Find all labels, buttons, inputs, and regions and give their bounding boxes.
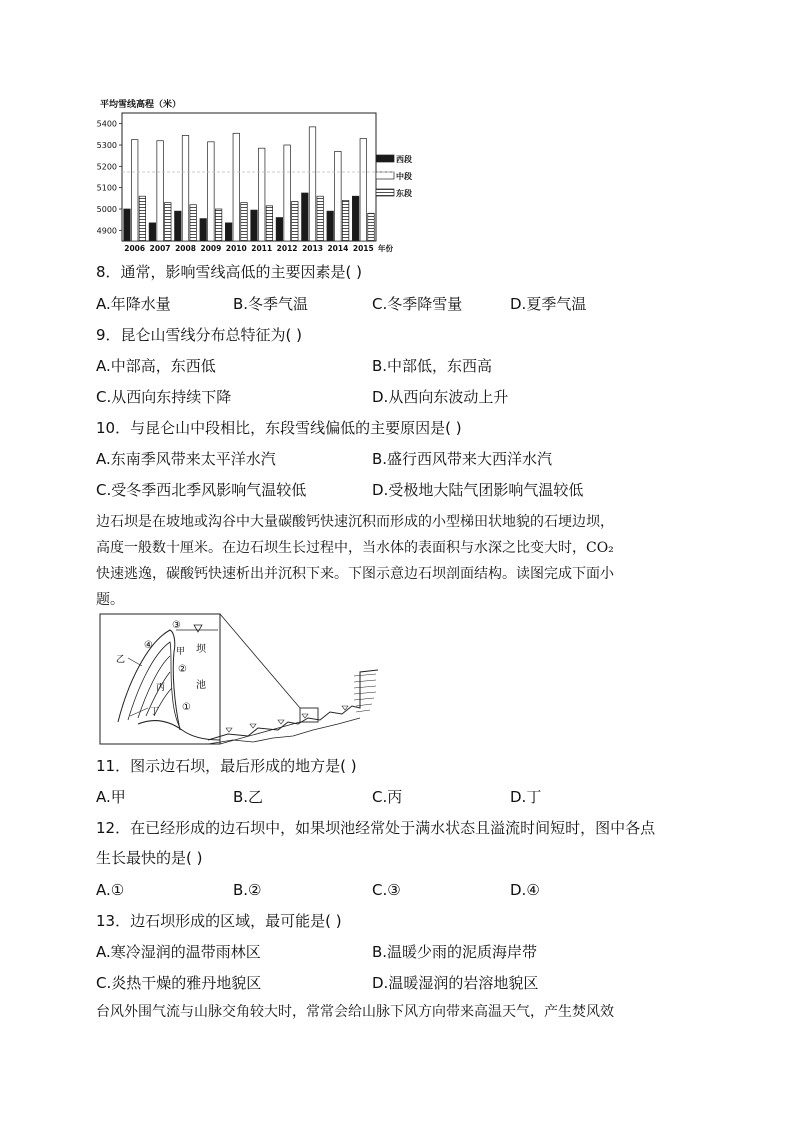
bar-西段-2013 bbox=[302, 193, 309, 241]
q12-option-b[interactable]: B.② bbox=[233, 881, 262, 899]
magnified-frame bbox=[100, 614, 220, 744]
q8-option-a[interactable]: A.年降水量 bbox=[96, 295, 171, 313]
label-ding: 丁 bbox=[150, 707, 160, 717]
x-tick-label: 2009 bbox=[200, 244, 222, 253]
q12-option-d[interactable]: D.④ bbox=[510, 881, 540, 899]
bar-中段-2015 bbox=[360, 139, 367, 241]
bar-中段-2014 bbox=[335, 151, 342, 241]
q11-option-a[interactable]: A.甲 bbox=[96, 788, 126, 806]
legend-label: 东段 bbox=[396, 189, 412, 198]
passage-line: 题。 bbox=[96, 592, 124, 608]
q13-option-b[interactable]: B.温暖少雨的泥质海岸带 bbox=[372, 943, 538, 961]
y-tick-label: 5000 bbox=[96, 205, 117, 214]
snowline-bar-chart bbox=[96, 95, 416, 260]
label-bing: 丙 bbox=[156, 683, 166, 693]
bar-西段-2012 bbox=[276, 218, 283, 241]
legend-label: 西段 bbox=[396, 155, 412, 164]
bar-东段-2009 bbox=[215, 209, 222, 241]
passage-line: 台风外围气流与山脉交角较大时，常常会给山脉下风方向带来高温天气，产生焚风效 bbox=[96, 1004, 614, 1020]
legend-swatch bbox=[376, 172, 394, 179]
q8-option-b[interactable]: B.冬季气温 bbox=[233, 295, 309, 313]
passage-line: 高度一般数十厘米。在边石坝生长过程中，当水体的表面积与水深之比变大时，CO₂ bbox=[96, 540, 614, 556]
q13-option-a[interactable]: A.寒冷湿润的温带雨林区 bbox=[96, 943, 261, 961]
passage-line: 边石坝是在坡地或沟谷中大量碳酸钙快速沉积而形成的小型梯田状地貌的石埂边坝， bbox=[96, 514, 614, 530]
bar-东段-2011 bbox=[266, 206, 273, 241]
question-12-stem-cont: 生长最快的是( ) bbox=[96, 849, 203, 867]
x-axis-label: 年份 bbox=[378, 244, 393, 253]
travertine-dam-diagram bbox=[98, 612, 388, 750]
label-2: ② bbox=[178, 664, 187, 675]
terraced-slope-lower bbox=[208, 718, 360, 744]
legend-label: 中段 bbox=[396, 172, 412, 181]
bar-东段-2007 bbox=[165, 203, 172, 241]
label-3: ③ bbox=[172, 620, 181, 631]
bar-东段-2012 bbox=[292, 202, 299, 241]
x-tick-label: 2012 bbox=[276, 244, 298, 253]
passage-foehn bbox=[96, 999, 696, 1025]
bar-西段-2015 bbox=[352, 196, 359, 241]
bar-东段-2008 bbox=[190, 205, 197, 241]
q10-option-b[interactable]: B.盛行西风带来大西洋水汽 bbox=[372, 450, 553, 468]
q8-option-d[interactable]: D.夏季气温 bbox=[510, 295, 587, 313]
question-8-stem: 8．通常，影响雪线高低的主要因素是( ) bbox=[96, 263, 363, 281]
x-tick-label: 2013 bbox=[302, 244, 323, 253]
x-tick-label: 2014 bbox=[327, 244, 349, 253]
q9-option-c[interactable]: C.从西向东持续下降 bbox=[96, 388, 232, 406]
bar-中段-2006 bbox=[131, 140, 138, 241]
y-tick-label: 5200 bbox=[96, 162, 117, 172]
leader-yi bbox=[128, 658, 142, 666]
q8-option-c[interactable]: C.冬季降雪量 bbox=[372, 295, 463, 313]
x-tick-label: 2011 bbox=[251, 244, 273, 253]
bar-中段-2008 bbox=[182, 135, 189, 241]
bar-东段-2006 bbox=[139, 196, 146, 241]
water-mark-icon bbox=[226, 706, 348, 732]
bar-西段-2008 bbox=[175, 211, 182, 241]
question-12-stem: 12．在已经形成的边石坝中，如果坝池经常处于满水状态且溢流时间短时，图中各点 bbox=[96, 819, 656, 837]
zoom-line bbox=[220, 614, 300, 708]
label-4: ④ bbox=[144, 640, 153, 651]
bar-西段-2014 bbox=[327, 211, 334, 241]
x-tick-label: 2006 bbox=[124, 244, 146, 253]
x-tick-label: 2015 bbox=[352, 244, 374, 253]
q10-option-c[interactable]: C.受冬季西北季风影响气温较低 bbox=[96, 481, 307, 499]
y-tick-label: 5300 bbox=[96, 141, 117, 150]
question-13-stem: 13．边石坝形成的区域，最可能是( ) bbox=[96, 912, 342, 930]
question-11-stem: 11．图示边石坝，最后形成的地方是( ) bbox=[96, 757, 357, 775]
label-chi: 池 bbox=[196, 680, 206, 691]
bar-中段-2011 bbox=[258, 148, 265, 241]
q9-option-b[interactable]: B.中部低，东西高 bbox=[372, 357, 493, 375]
bar-中段-2007 bbox=[157, 141, 164, 241]
label-1: ① bbox=[182, 702, 191, 713]
question-10-stem: 10．与昆仑山中段相比，东段雪线偏低的主要原因是( ) bbox=[96, 419, 462, 437]
bar-中段-2012 bbox=[284, 145, 291, 241]
y-tick-label: 5400 bbox=[96, 119, 117, 129]
question-9-stem: 9．昆仑山雪线分布总特征为( ) bbox=[96, 326, 303, 344]
bar-中段-2013 bbox=[309, 127, 316, 241]
chart-title: 平均雪线高程（米） bbox=[100, 100, 182, 110]
bar-中段-2009 bbox=[208, 142, 215, 241]
bar-中段-2010 bbox=[233, 133, 240, 241]
bar-西段-2006 bbox=[124, 209, 131, 241]
x-tick-label: 2008 bbox=[175, 244, 196, 253]
terraced-slope bbox=[208, 670, 378, 740]
bar-东段-2015 bbox=[368, 213, 375, 241]
q13-option-d[interactable]: D.温暖湿润的岩溶地貌区 bbox=[372, 974, 539, 992]
legend-swatch bbox=[376, 155, 394, 162]
x-tick-label: 2007 bbox=[149, 244, 171, 253]
q12-option-a[interactable]: A.① bbox=[96, 881, 125, 899]
label-jia: 甲 bbox=[176, 647, 186, 657]
water-level-icon bbox=[194, 625, 202, 632]
q9-option-a[interactable]: A.中部高，东西低 bbox=[96, 357, 216, 375]
q10-option-a[interactable]: A.东南季风带来太平洋水汽 bbox=[96, 450, 276, 468]
q12-option-c[interactable]: C.③ bbox=[372, 881, 401, 899]
bar-西段-2007 bbox=[149, 223, 156, 241]
bar-西段-2011 bbox=[251, 210, 258, 241]
legend-swatch bbox=[376, 189, 394, 196]
passage-travertine-dam bbox=[96, 509, 696, 613]
bar-东段-2014 bbox=[342, 200, 349, 241]
bar-东段-2013 bbox=[317, 196, 324, 241]
q11-option-b[interactable]: B.乙 bbox=[233, 788, 264, 806]
bar-西段-2010 bbox=[225, 223, 232, 241]
bar-东段-2010 bbox=[241, 203, 248, 241]
q13-option-c[interactable]: C.炎热干燥的雅丹地貌区 bbox=[96, 974, 262, 992]
label-yi: 乙 bbox=[116, 655, 126, 665]
passage-line: 快速逃逸，碳酸钙快速析出并沉积下来。下图示意边石坝剖面结构。读图完成下面小 bbox=[96, 566, 614, 582]
q11-option-d[interactable]: D.丁 bbox=[510, 788, 542, 806]
label-ba: 坝 bbox=[196, 644, 206, 655]
y-tick-label: 4900 bbox=[96, 226, 117, 236]
cliff-rock bbox=[354, 674, 376, 712]
q9-option-d[interactable]: D.从西向东波动上升 bbox=[372, 388, 509, 406]
y-tick-label: 5100 bbox=[96, 183, 117, 193]
x-tick-label: 2010 bbox=[225, 244, 247, 253]
q10-option-d[interactable]: D.受极地大陆气团影响气温较低 bbox=[372, 481, 584, 499]
bar-西段-2009 bbox=[200, 219, 207, 241]
q11-option-c[interactable]: C.丙 bbox=[372, 788, 403, 806]
